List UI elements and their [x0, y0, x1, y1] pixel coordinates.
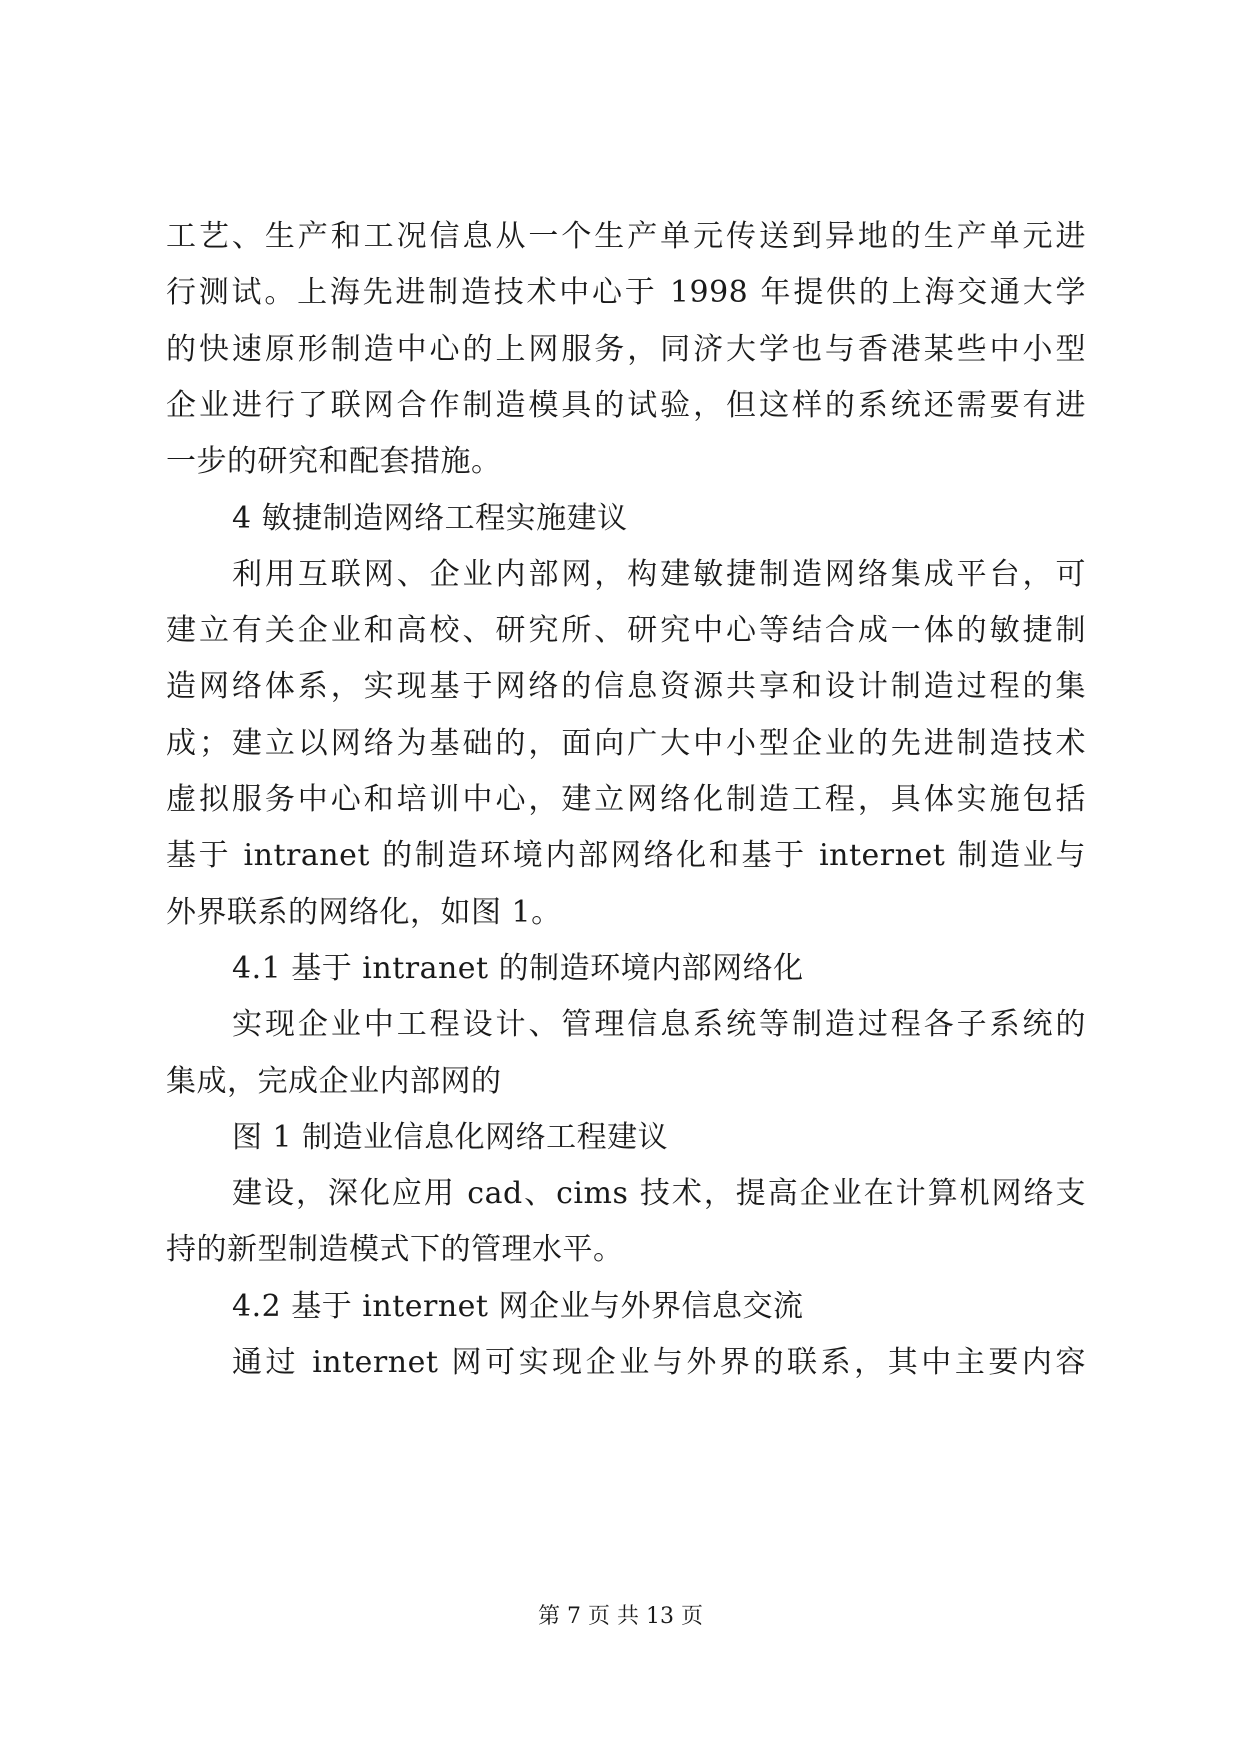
text-line: 4.1 基于 intranet 的制造环境内部网络化: [232, 950, 804, 986]
text-line: 通过 internet 网可实现企业与外界的联系，其中主要内容: [232, 1345, 1086, 1380]
text-line: 造网络体系，实现基于网络的信息资源共享和设计制造过程的集: [166, 669, 1086, 705]
text-line: 建立有关企业和高校、研究所、研究中心等结合成一体的敏捷制: [166, 613, 1086, 649]
text-line: 虚拟服务中心和培训中心，建立网络化制造工程，具体实施包括: [166, 782, 1086, 817]
text-line: 行测试。上海先进制造技术中心于 1998 年提供的上海交通大学: [166, 275, 1086, 311]
text-line: 集成，完成企业内部网的: [166, 1063, 502, 1099]
text-line: 图 1 制造业信息化网络工程建议: [232, 1119, 669, 1155]
text-line: 建设，深化应用 cad、cims 技术，提高企业在计算机网络支: [232, 1176, 1086, 1212]
text-line: 持的新型制造模式下的管理水平。: [166, 1232, 624, 1268]
text-line: 利用互联网、企业内部网，构建敏捷制造网络集成平台，可: [232, 556, 1086, 592]
text-line: 工艺、生产和工况信息从一个生产单元传送到异地的生产单元进: [166, 219, 1086, 254]
text-line: 4 敏捷制造网络工程实施建议: [232, 500, 628, 536]
page-footer: 第 7 页 共 13 页: [538, 1604, 703, 1629]
text-line: 一步的研究和配套措施。: [166, 444, 502, 480]
text-line: 外界联系的网络化，如图 1。: [166, 894, 562, 930]
text-line: 实现企业中工程设计、管理信息系统等制造过程各子系统的: [232, 1007, 1086, 1043]
text-line: 4.2 基于 internet 网企业与外界信息交流: [232, 1288, 804, 1324]
text-line: 成；建立以网络为基础的，面向广大中小型企业的先进制造技术: [166, 725, 1086, 761]
text-line: 的快速原形制造中心的上网服务，同济大学也与香港某些中小型: [166, 331, 1086, 367]
text-line: 企业进行了联网合作制造模具的试验，但这样的系统还需要有进: [166, 387, 1086, 423]
text-line: 基于 intranet 的制造环境内部网络化和基于 internet 制造业与: [166, 838, 1086, 874]
